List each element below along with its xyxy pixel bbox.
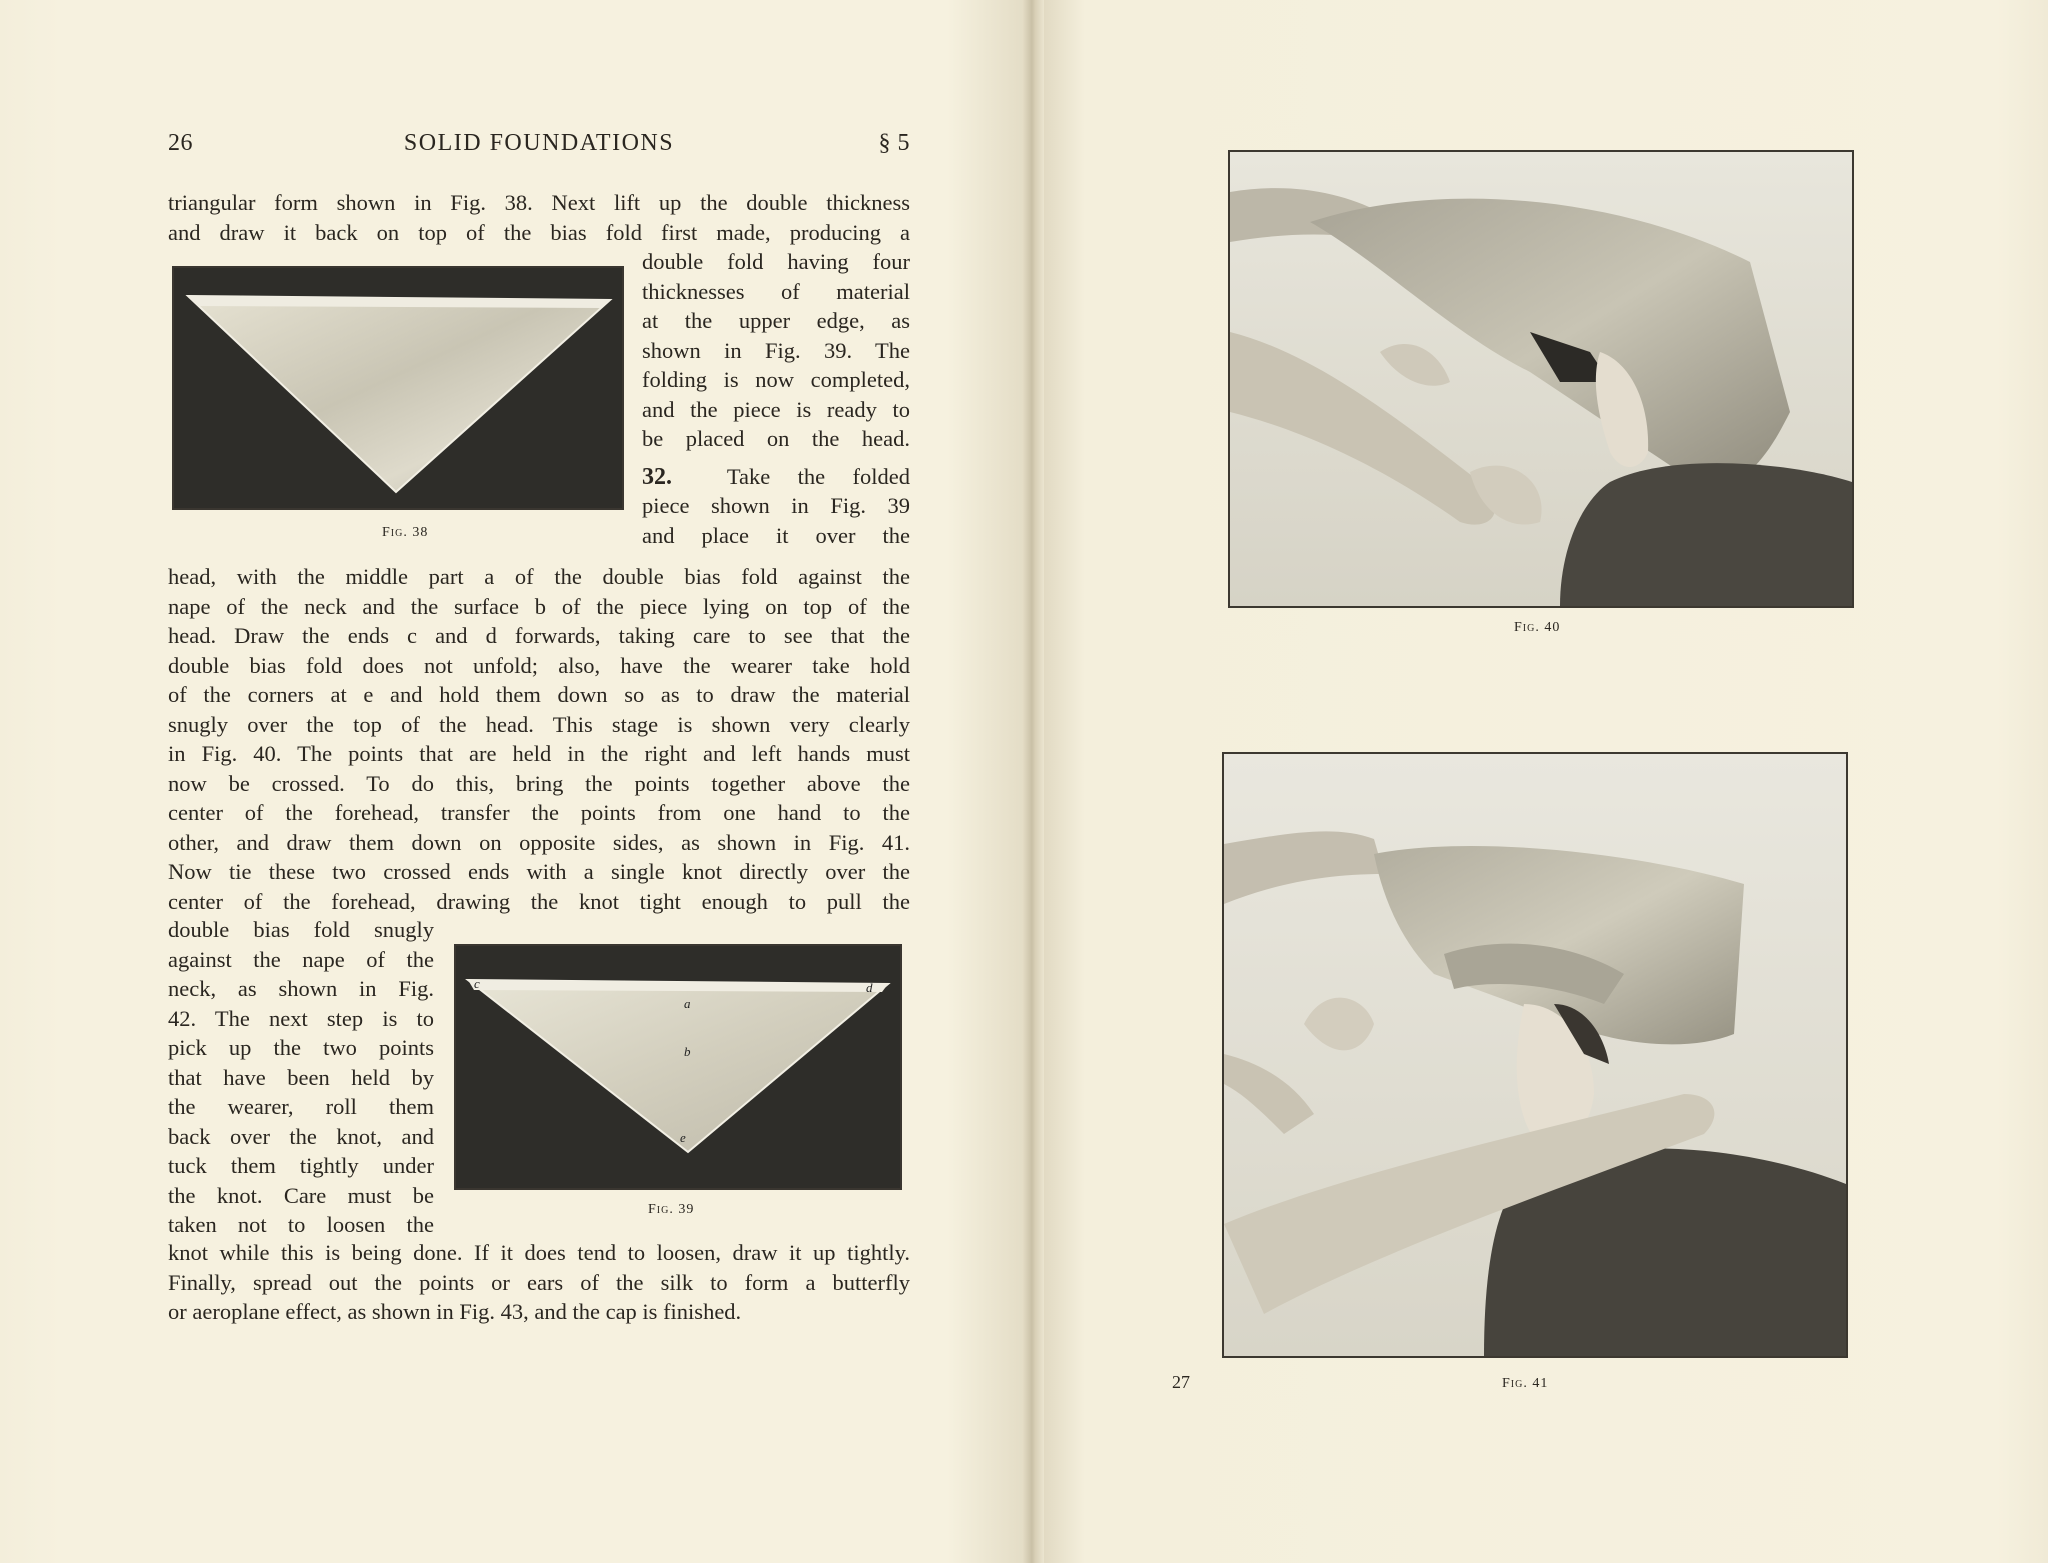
book-gutter	[1022, 0, 1044, 1563]
folded-triangle-illustration	[174, 268, 622, 508]
fig39-label-b: b	[684, 1044, 691, 1059]
text-line: against the nape of the	[168, 946, 434, 972]
text-line: head, with the middle part a of the double bias fold against the	[168, 564, 910, 589]
photo-woman-with-silk-over-head	[1230, 152, 1852, 606]
text-line: center of the forehead, drawing the knot tight enough to pull the	[168, 888, 910, 914]
text-block-middle	[168, 562, 910, 916]
text-line: of the corners at e and hold them down so as to draw the material	[168, 682, 910, 707]
text-line: and place it over the	[642, 522, 910, 548]
photo-woman-crossing-silk-points	[1224, 754, 1846, 1356]
text-line: shown in Fig. 39. The	[642, 337, 910, 363]
text-line: triangular form shown in Fig. 38. Next lift up the double thickness	[168, 190, 910, 215]
figure-41-photo	[1222, 752, 1848, 1358]
fig39-label-a: a	[684, 996, 691, 1011]
text-line: folding is now completed,	[642, 367, 910, 392]
text-line: that have been held by	[168, 1064, 434, 1090]
running-title: SOLID FOUNDATIONS	[403, 130, 675, 156]
text-block-beside-fig38	[642, 247, 910, 550]
fig39-label-e: e	[680, 1130, 686, 1145]
paragraph-number: 32.	[642, 463, 672, 490]
text-line: tuck them tightly under	[168, 1153, 434, 1178]
text-line: the wearer, roll them	[168, 1094, 434, 1119]
figure-40-photo	[1228, 150, 1854, 608]
text-line: double bias fold does not unfold; also, have the wearer take hold	[168, 652, 910, 678]
running-header	[168, 130, 910, 164]
text-line: now be crossed. To do this, bring the points together above the	[168, 770, 910, 796]
text-line: thicknesses of material	[642, 278, 910, 304]
text-line: double bias fold snugly	[168, 917, 434, 942]
page-number-right: 27	[1172, 1372, 1190, 1392]
text-line: nape of the neck and the surface b of the piece lying on top of the	[168, 593, 910, 619]
text-line: in Fig. 40. The points that are held in the right and left hands must	[168, 741, 910, 766]
text-line: and draw it back on top of the bias fold first made, producing a	[168, 219, 910, 245]
figure-41-caption: Fig. 41	[1502, 1376, 1549, 1391]
text-line: or aeroplane effect, as shown in Fig. 43, and the cap is finished.	[168, 1299, 742, 1324]
text-line: at the upper edge, as	[642, 308, 910, 333]
text-line: taken not to loosen the	[168, 1212, 434, 1237]
text-block-top	[168, 188, 910, 247]
paragraph-32-start	[642, 462, 910, 492]
text-line: head. Draw the ends c and d forwards, taking care to see that the	[168, 623, 910, 648]
text-line: neck, as shown in Fig.	[168, 976, 434, 1001]
figure-39-image	[454, 944, 902, 1190]
text-line: center of the forehead, transfer the points from one hand to the	[168, 800, 910, 825]
section-mark: § 5	[878, 130, 910, 156]
figure-40-caption: Fig. 40	[1514, 620, 1561, 635]
labeled-triangle-illustration	[456, 946, 900, 1188]
text-line: be placed on the head.	[642, 426, 910, 451]
figure-38-caption: Fig. 38	[382, 525, 429, 540]
text-line: back over the knot, and	[168, 1123, 434, 1149]
text-line: Now tie these two crossed ends with a single knot directly over the	[168, 859, 910, 884]
page-number-left: 26	[168, 130, 193, 156]
text-block-beside-fig39	[168, 915, 434, 1240]
text-line: knot while this is being done. If it does tend to loosen, draw it up tightly.	[168, 1240, 910, 1265]
text-line: pick up the two points	[168, 1035, 434, 1060]
text-line: other, and draw them down on opposite sides, as shown in Fig. 41.	[168, 829, 910, 855]
text-line: the knot. Care must be	[168, 1182, 434, 1208]
figure-38-image	[172, 266, 624, 510]
text-line: double fold having four	[642, 249, 910, 274]
fig39-label-c: c	[474, 976, 480, 991]
text-line: and the piece is ready to	[642, 396, 910, 422]
fig39-label-d: d	[866, 980, 873, 995]
figure-39-caption: Fig. 39	[648, 1202, 695, 1217]
text-block-bottom	[168, 1238, 910, 1327]
text-line: Take the folded	[726, 463, 910, 489]
text-line: Finally, spread out the points or ears of the silk to form a butterfly	[168, 1269, 910, 1295]
text-line: snugly over the top of the head. This stage is shown very clearly	[168, 711, 910, 737]
text-line: 42. The next step is to	[168, 1005, 434, 1031]
text-line: piece shown in Fig. 39	[642, 493, 910, 518]
